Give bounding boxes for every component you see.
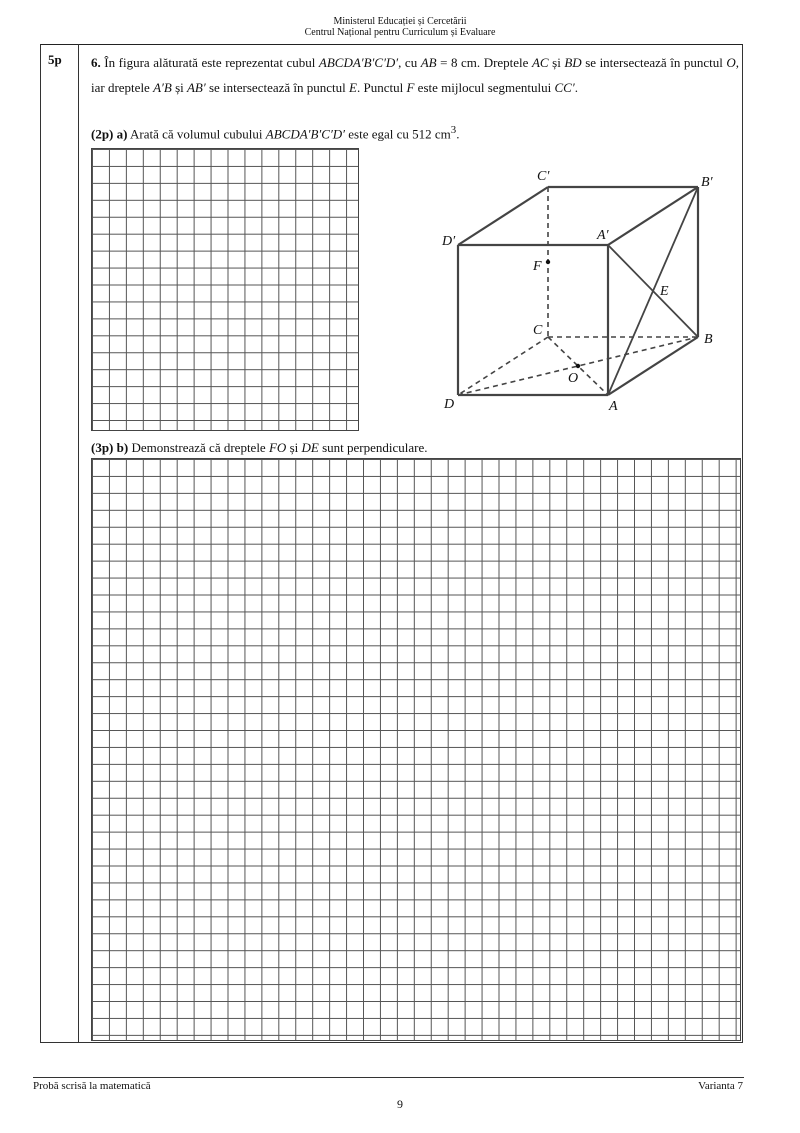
problem-number: 6. (91, 55, 101, 70)
page-number: 9 (397, 1097, 403, 1111)
problem-statement (91, 50, 739, 100)
line-ab-prime: AB′ (186, 80, 206, 95)
part-b-text: sunt perpendiculare. (318, 440, 428, 455)
segment-ab: AB (420, 55, 437, 70)
label-e: E (660, 284, 669, 299)
statement-text: În figura alăturată este reprezentat cubul (104, 55, 319, 70)
statement-text: este mijlocul segmentului (414, 80, 555, 95)
statement-text: și (548, 55, 565, 70)
diagonals-a-prime-b-ab-prime (608, 187, 698, 395)
statement-text: . (574, 80, 578, 95)
label-c-prime: C′ (537, 169, 550, 184)
statement-text: și (171, 80, 187, 95)
statement-text: , cu (398, 55, 421, 70)
label-b: B (704, 332, 713, 347)
part-a-exponent: 3 (450, 124, 457, 136)
point-f: F (406, 80, 415, 95)
part-a-text: Arată că volumul cubului (130, 126, 266, 142)
part-a-text: este egal cu 512 cm (345, 126, 451, 142)
statement-text: se intersectează în punctul (581, 55, 727, 70)
points-column-separator (78, 44, 79, 1043)
statement-text: . Punctul (356, 80, 407, 95)
problem-points: 5p (48, 52, 62, 67)
footer-divider (33, 1077, 744, 1078)
label-b-prime: B′ (701, 175, 713, 190)
footer-variant: Varianta 7 (698, 1080, 743, 1092)
label-a-prime: A′ (597, 228, 609, 243)
cube-name: ABCDA′B′C′D′ (318, 55, 399, 70)
label-d: D (444, 397, 455, 412)
answer-grid-part-b[interactable] (91, 458, 741, 1041)
label-c: C (533, 323, 543, 338)
point-o: O (726, 55, 736, 70)
line-bd: BD (564, 55, 582, 70)
label-f: F (533, 259, 542, 274)
part-a-cube: ABCDA′B′C′D′ (265, 126, 346, 142)
page-header (0, 16, 800, 38)
statement-text: se intersectează în punctul (205, 80, 350, 95)
part-b-text: Demonstrează că dreptele (131, 440, 269, 455)
part-b-question (91, 440, 427, 456)
line-de: DE (301, 440, 319, 455)
line-fo: FO (268, 440, 287, 455)
statement-text: , iar dreptele (91, 55, 740, 95)
cube-figure (420, 150, 740, 420)
label-d-prime: D′ (442, 234, 456, 249)
line-ac: AC (531, 55, 549, 70)
line-a-prime-b: A′B (153, 80, 172, 95)
statement-text: = 8 cm. Dreptele (436, 55, 532, 70)
part-a-question (91, 124, 459, 142)
label-a: A (609, 399, 618, 414)
part-a-points: (2p) a) (91, 126, 128, 142)
part-b-text: și (286, 440, 302, 455)
point-e: E (349, 80, 357, 95)
ministry-name: Ministerul Educației și Cercetării (333, 16, 467, 27)
footer-exam-title: Probă scrisă la matematică (33, 1080, 151, 1092)
part-b-points: (3p) b) (91, 440, 129, 455)
center-name: Centrul Național pentru Curriculum și Evaluare (304, 27, 496, 38)
segment-cc-prime: CC′ (554, 80, 575, 95)
answer-grid-part-a[interactable] (91, 148, 359, 431)
part-a-text: . (456, 126, 460, 142)
label-o: O (568, 371, 579, 386)
